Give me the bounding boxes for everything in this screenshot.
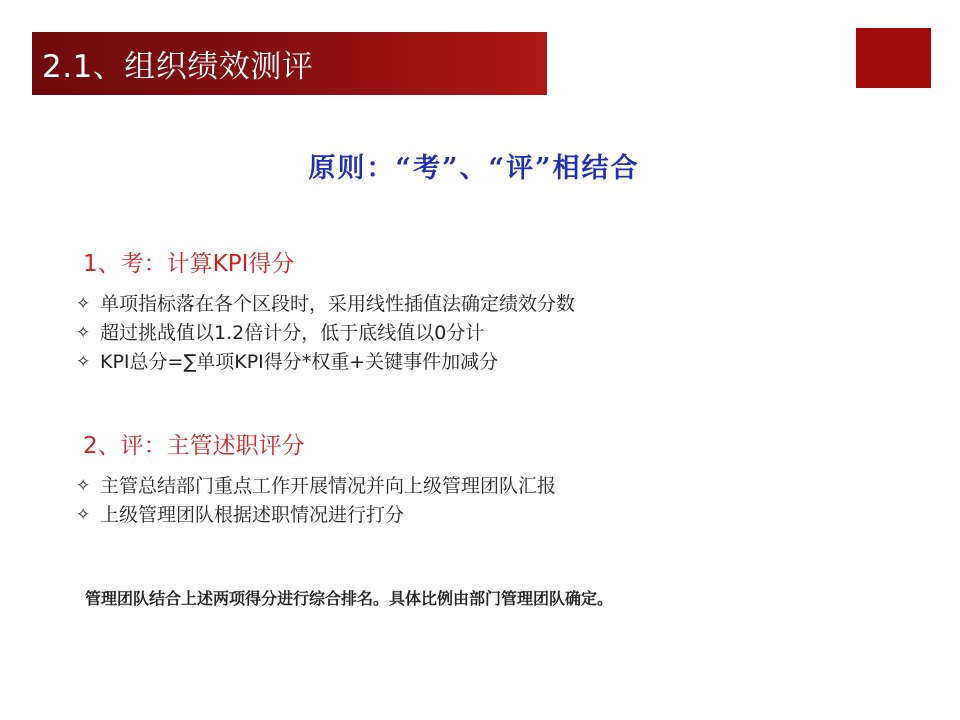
- slide-title: 2.1、组织绩效测评: [42, 49, 314, 85]
- corner-decoration: [856, 28, 931, 88]
- review-bullet-list: [76, 472, 556, 530]
- list-item-text: 上级管理团队根据述职情况进行打分: [100, 504, 405, 526]
- list-item: [76, 290, 575, 319]
- sparkle-bullet-icon: ✧: [76, 505, 91, 525]
- section-heading-review: 2、评：主管述职评分: [83, 433, 305, 459]
- sparkle-bullet-icon: ✧: [76, 476, 91, 496]
- list-item: [76, 472, 556, 501]
- section-heading-assess: 1、考：计算KPI得分: [83, 251, 295, 277]
- sparkle-bullet-icon: ✧: [76, 294, 91, 314]
- slide-title-bar: [32, 32, 547, 95]
- list-item: [76, 348, 575, 377]
- list-item-text: 单项指标落在各个区段时，采用线性插值法确定绩效分数: [100, 293, 576, 315]
- list-item-text: 主管总结部门重点工作开展情况并向上级管理团队汇报: [100, 475, 557, 497]
- list-item-text: KPI总分=∑单项KPI得分*权重+关键事件加减分: [100, 351, 499, 373]
- sparkle-bullet-icon: ✧: [76, 323, 91, 343]
- list-item-text: 超过挑战值以1.2倍计分，低于底线值以0分计: [100, 322, 485, 344]
- summary-text: 管理团队结合上述两项得分进行综合排名。具体比例由部门管理团队确定。: [85, 589, 614, 608]
- sparkle-bullet-icon: ✧: [76, 352, 91, 372]
- assess-bullet-list: [76, 290, 575, 377]
- list-item: [76, 319, 575, 348]
- list-item: [76, 501, 556, 530]
- principle-heading: 原则：“考”、“评”相结合: [308, 153, 640, 184]
